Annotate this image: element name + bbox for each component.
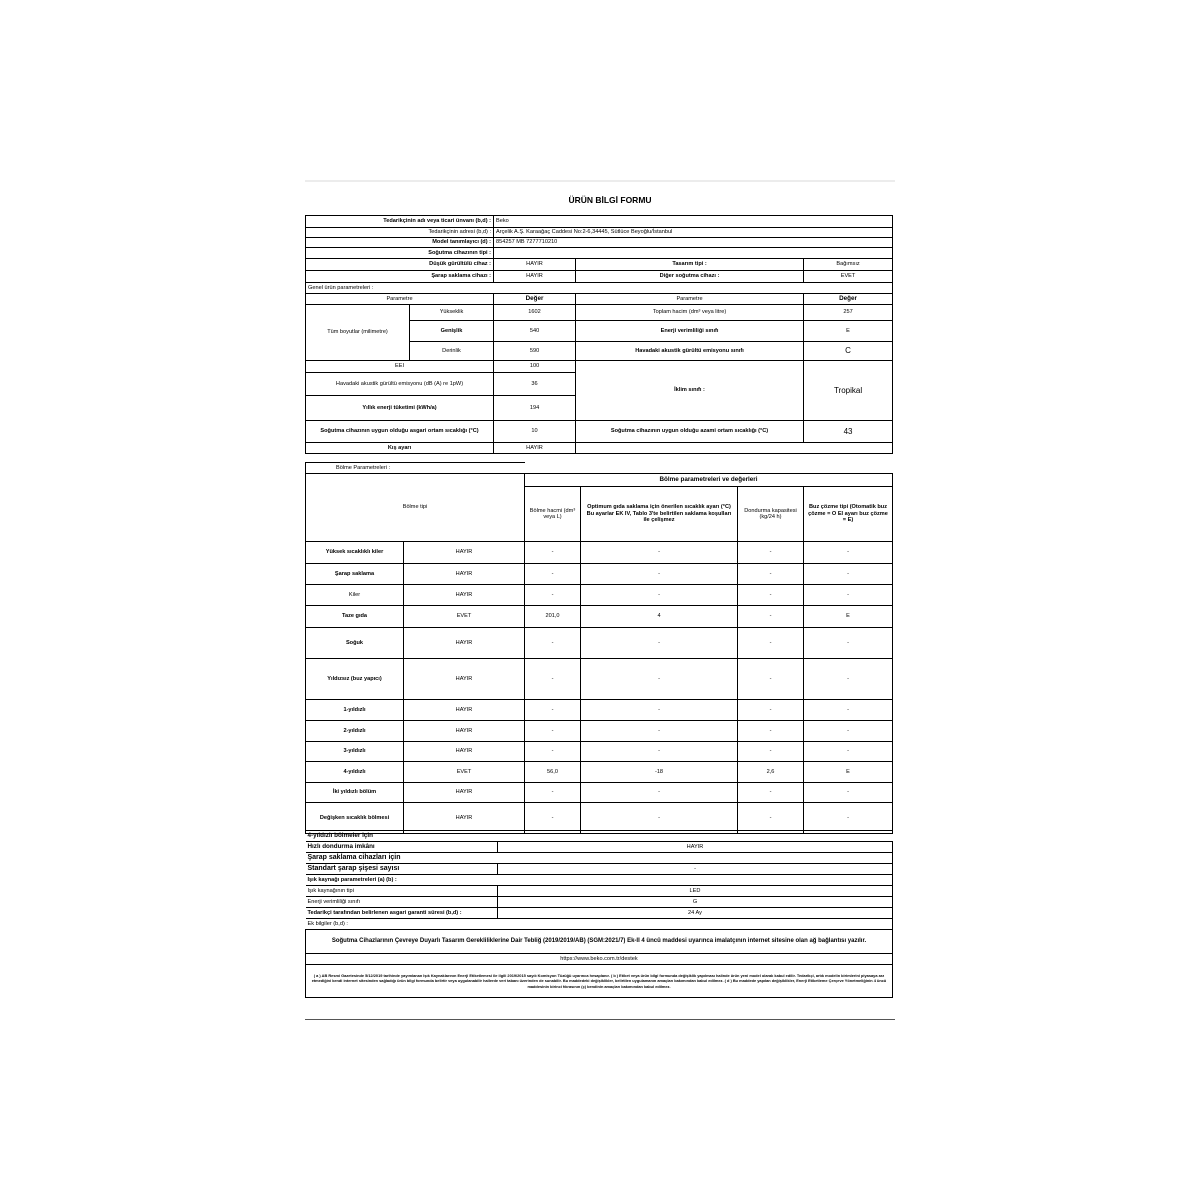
compartment-freeze: - <box>738 700 804 721</box>
compartment-temp: - <box>581 721 738 742</box>
compartment-present: HAYIR <box>404 721 525 742</box>
model-row <box>306 238 893 248</box>
compartment-name: 2-yıldızlı <box>306 721 404 742</box>
support-link[interactable]: https://www.beko.com.tr/destek <box>306 954 893 965</box>
model-value: 854257 MB 7277710210 <box>494 238 893 248</box>
supplier-name-value: Beko <box>494 216 893 228</box>
param-header-2: Parametre <box>576 294 804 305</box>
winter-value: HAYIR <box>494 443 576 454</box>
light-params-label: Işık kaynağı parametreleri (a) (b) : <box>306 875 893 886</box>
model-label: Model tanımlayıcı (d) : <box>306 238 494 248</box>
compartment-row <box>306 721 893 742</box>
compartment-present: HAYIR <box>404 564 525 585</box>
light-type-value: LED <box>498 886 893 897</box>
compartment-freeze: 2,6 <box>738 762 804 783</box>
top-divider <box>305 180 895 182</box>
volume-header: Bölme hacmi (dm³ veya L) <box>525 487 581 542</box>
compartment-group-header: Bölme parametreleri ve değerleri <box>525 474 893 487</box>
freeze-header: Dondurma kapasitesi (kg/24 h) <box>738 487 804 542</box>
winter-empty <box>576 443 893 454</box>
compartment-name: Taze gıda <box>306 606 404 628</box>
compartment-temp: - <box>581 659 738 700</box>
climate-class-value: Tropikal <box>804 361 893 421</box>
compartment-freeze: - <box>738 721 804 742</box>
eei-value: 100 <box>494 361 576 373</box>
bottles-value: - <box>498 864 893 875</box>
light-type-label: Işık kaynağının tipi <box>306 886 498 897</box>
compartment-section-empty <box>525 463 893 474</box>
compartment-temp: - <box>581 585 738 606</box>
compartment-name: Yıldızsız (buz yapıcı) <box>306 659 404 700</box>
compartment-name: Soğuk <box>306 628 404 659</box>
winter-row <box>306 443 893 454</box>
compartment-freeze: - <box>738 742 804 762</box>
compartment-present: EVET <box>404 762 525 783</box>
compartment-name: Şarap saklama <box>306 564 404 585</box>
annual-energy-value: 194 <box>494 396 576 421</box>
compartment-volume: - <box>525 542 581 564</box>
regulation-row <box>306 930 893 954</box>
additional-info-table <box>305 830 893 998</box>
climate-class-label: İklim sınıfı : <box>576 361 804 421</box>
compartment-section-label: Bölme Parametreleri : <box>306 463 525 474</box>
regulation-text: Soğutma Cihazlarının Çevreye Duyarlı Tasarım Gerekliliklerine Dair Tebliğ (2019/2019/AB) (SGM:2021/7) Ek-II 4 üncü maddesi uyarınca imalatçının internet sitesine olan ağ bağlantısı yazılır. <box>306 930 893 954</box>
annual-energy-label: Yıllık enerji tüketimi (kWh/a) <box>306 396 494 421</box>
compartment-freeze: - <box>738 803 804 834</box>
width-label: Genişlik <box>410 321 494 342</box>
compartment-defrost: - <box>804 721 893 742</box>
product-information-sheet <box>305 180 895 1020</box>
light-energy-value: G <box>498 897 893 908</box>
energy-class-label: Enerji verimliliği sınıfı <box>576 321 804 342</box>
total-volume-label: Toplam hacim (dm³ veya litre) <box>576 305 804 321</box>
compartment-freeze: - <box>738 783 804 803</box>
compartment-volume: - <box>525 585 581 606</box>
compartment-defrost: - <box>804 803 893 834</box>
page-title: ÜRÜN BİLGİ FORMU <box>568 195 652 205</box>
ambient-temp-row <box>306 421 893 443</box>
compartment-temp: - <box>581 628 738 659</box>
low-noise-value: HAYIR <box>494 259 576 271</box>
appliance-type-row <box>306 248 893 259</box>
compartment-volume: - <box>525 700 581 721</box>
compartment-freeze: - <box>738 564 804 585</box>
compartment-temp: - <box>581 783 738 803</box>
supplier-address-value: Arçelik A.Ş. Karaağaç Caddesi No:2-6,34445, Sütlüce Beyoğlu/İstanbul <box>494 228 893 238</box>
compartment-name: 1-yıldızlı <box>306 700 404 721</box>
compartment-name: Yüksek sıcaklıklı kiler <box>306 542 404 564</box>
compartment-present: HAYIR <box>404 628 525 659</box>
compartment-present: HAYIR <box>404 542 525 564</box>
appliance-type-label: Soğutma cihazının tipi : <box>306 248 494 259</box>
warranty-label: Tedarikçi tarafından belirlenen asgari garanti süresi (b,d) : <box>306 908 498 919</box>
additional-row <box>306 919 893 930</box>
general-section-label: Genel ürün parametreleri : <box>306 283 893 294</box>
compartment-temp: - <box>581 542 738 564</box>
noise-db-label: Havadaki akustik gürültü emisyonu (dB (A) re 1pW) <box>306 373 494 396</box>
compartment-row <box>306 659 893 700</box>
supplier-address-label: Tedarikçinin adresi (b,d) : <box>306 228 494 238</box>
low-noise-label: Düşük gürültülü cihaz : <box>306 259 494 271</box>
compartment-freeze: - <box>738 585 804 606</box>
wine-devices-row <box>306 853 893 864</box>
compartment-table <box>305 462 893 834</box>
compartment-present: HAYIR <box>404 659 525 700</box>
compartment-freeze: - <box>738 659 804 700</box>
height-row <box>306 305 893 321</box>
compartment-row <box>306 762 893 783</box>
compartment-name: 4-yıldızlı <box>306 762 404 783</box>
compartment-freeze: - <box>738 628 804 659</box>
compartment-defrost: E <box>804 762 893 783</box>
depth-value: 590 <box>494 342 576 361</box>
fast-freeze-row <box>306 842 893 853</box>
supplier-name-label: Tedarikçinin adı veya ticari ünvanı (b,d) : <box>306 216 494 228</box>
compartment-row <box>306 542 893 564</box>
compartment-volume: - <box>525 564 581 585</box>
compartment-row <box>306 803 893 834</box>
compartment-section-row <box>306 463 893 474</box>
compartment-temp: - <box>581 803 738 834</box>
bottom-divider <box>305 1019 895 1020</box>
url-row <box>306 954 893 965</box>
compartment-present: HAYIR <box>404 742 525 762</box>
compartment-temp: -18 <box>581 762 738 783</box>
other-appliance-value: EVET <box>804 271 893 283</box>
fast-freeze-value: HAYIR <box>498 842 893 853</box>
compartment-row <box>306 700 893 721</box>
wine-devices-label: Şarap saklama cihazları için <box>306 853 893 864</box>
noise-class-label: Havadaki akustik gürültü emisyonu sınıfı <box>576 342 804 361</box>
compartment-row <box>306 742 893 762</box>
general-parameters-table <box>305 215 893 454</box>
eei-label: EEI <box>306 361 494 373</box>
value-header-2: Değer <box>804 294 893 305</box>
compartment-volume: - <box>525 803 581 834</box>
appliance-type-value <box>494 248 893 259</box>
compartment-temp: - <box>581 700 738 721</box>
compartment-volume: - <box>525 659 581 700</box>
param-header: Parametre <box>306 294 494 305</box>
footnote-text: ( a ) AB Resmi Gazetesinde 5/12/2019 tarihinde yayımlanan Işık Kaynaklarının Enerji Etiketlemesi ile ilgili 2019/2015 sayılı Komisyon Tüzüğü uyarınca hesaplanır. ( b ) Etiket veya ürün bilgi formunda değişiklik yapılması halinde ürün yeni model olarak kabul edilir. Tedarikçi, artık modelin birimlerini piyasaya arz etmediğini kendi internet sitesinden sağladığı ürün bilgi formunda belirtir veya uygulanabilir hallerde veri tabanı üzerinden de sunabilir. Bu maddedeki değişiklikler, belirtilen uygulamanın amaçları bakımından kabul edilmez. ( d ) Bu maddede yapılan değişiklikler, Enerji Etiketleme Çerçeve Yönetmeliğinin 4 üncü maddesinin birinci fıkrasının (ç) bendinin amaçları bakımından kabul edilmez. <box>306 965 893 998</box>
compartment-volume: 201,0 <box>525 606 581 628</box>
compartment-name: 3-yıldızlı <box>306 742 404 762</box>
compartment-present: HAYIR <box>404 803 525 834</box>
wine-storage-row <box>306 271 893 283</box>
general-section-row <box>306 283 893 294</box>
low-noise-row <box>306 259 893 271</box>
compartment-row <box>306 606 893 628</box>
compartment-volume: - <box>525 783 581 803</box>
compartment-row <box>306 564 893 585</box>
design-type-value: Bağımsız <box>804 259 893 271</box>
compartment-freeze: - <box>738 606 804 628</box>
warranty-value: 24 Ay <box>498 908 893 919</box>
footnote-row <box>306 965 893 998</box>
eei-row <box>306 361 893 373</box>
dimensions-label: Tüm boyutlar (milimetre) <box>306 305 410 361</box>
width-value: 540 <box>494 321 576 342</box>
noise-class-value: C <box>804 342 893 361</box>
compartment-row <box>306 585 893 606</box>
light-energy-row <box>306 897 893 908</box>
compartment-temp: - <box>581 742 738 762</box>
height-value: 1602 <box>494 305 576 321</box>
depth-label: Derinlik <box>410 342 494 361</box>
compartment-defrost: - <box>804 542 893 564</box>
compartment-name: İki yıldızlı bölüm <box>306 783 404 803</box>
compartment-row <box>306 628 893 659</box>
compartment-volume: 56,0 <box>525 762 581 783</box>
wine-storage-label: Şarap saklama cihazı : <box>306 271 494 283</box>
compartment-present: HAYIR <box>404 585 525 606</box>
min-temp-value: 10 <box>494 421 576 443</box>
light-params-row <box>306 875 893 886</box>
light-energy-label: Enerji verimliliği sınıfı <box>306 897 498 908</box>
compartment-defrost: E <box>804 606 893 628</box>
additional-label: Ek bilgiler (b,d) : <box>306 919 893 930</box>
supplier-address-row <box>306 228 893 238</box>
compartment-volume: - <box>525 721 581 742</box>
value-header: Değer <box>494 294 576 305</box>
compartment-present: HAYIR <box>404 783 525 803</box>
compartment-rows <box>306 542 893 834</box>
defrost-header: Buz çözme tipi (Otomatik buz çözme = O El ayarı buz çözme = E) <box>804 487 893 542</box>
compartment-present: EVET <box>404 606 525 628</box>
compartment-defrost: - <box>804 628 893 659</box>
winter-label: Kış ayarı <box>306 443 494 454</box>
four-star-section-row <box>306 831 893 842</box>
supplier-name-row <box>306 216 893 228</box>
other-appliance-label: Diğer soğutma cihazı : <box>576 271 804 283</box>
compartment-defrost: - <box>804 585 893 606</box>
general-header-row <box>306 294 893 305</box>
compartment-defrost: - <box>804 700 893 721</box>
bottles-label: Standart şarap şişesi sayısı <box>306 864 498 875</box>
compartment-group-row <box>306 474 893 487</box>
height-label: Yükseklik <box>410 305 494 321</box>
compartment-defrost: - <box>804 659 893 700</box>
bottles-row <box>306 864 893 875</box>
compartment-volume: - <box>525 742 581 762</box>
design-type-label: Tasarım tipi : <box>576 259 804 271</box>
light-type-row <box>306 886 893 897</box>
compartment-row <box>306 783 893 803</box>
max-temp-value: 43 <box>804 421 893 443</box>
compartment-freeze: - <box>738 542 804 564</box>
temp-header: Optimum gıda saklama için önerilen sıcaklık ayarı (°C) Bu ayarlar EK IV, Tablo 3'te belirtilen saklama koşulları ile çelişmez <box>581 487 738 542</box>
total-volume-value: 257 <box>804 305 893 321</box>
energy-class-value: E <box>804 321 893 342</box>
min-temp-label: Soğutma cihazının uygun olduğu asgari ortam sıcaklığı (°C) <box>306 421 494 443</box>
compartment-type-header: Bölme tipi <box>306 474 525 542</box>
four-star-section-label: 4-yıldızlı bölmeler için <box>306 831 893 842</box>
noise-db-value: 36 <box>494 373 576 396</box>
compartment-present: HAYIR <box>404 700 525 721</box>
compartment-temp: 4 <box>581 606 738 628</box>
fast-freeze-label: Hızlı dondurma imkânı <box>306 842 498 853</box>
compartment-defrost: - <box>804 783 893 803</box>
compartment-defrost: - <box>804 564 893 585</box>
compartment-temp: - <box>581 564 738 585</box>
warranty-row <box>306 908 893 919</box>
compartment-name: Değişken sıcaklık bölmesi <box>306 803 404 834</box>
compartment-volume: - <box>525 628 581 659</box>
wine-storage-value: HAYIR <box>494 271 576 283</box>
compartment-name: Kiler <box>306 585 404 606</box>
compartment-defrost: - <box>804 742 893 762</box>
max-temp-label: Soğutma cihazının uygun olduğu azami ortam sıcaklığı (°C) <box>576 421 804 443</box>
